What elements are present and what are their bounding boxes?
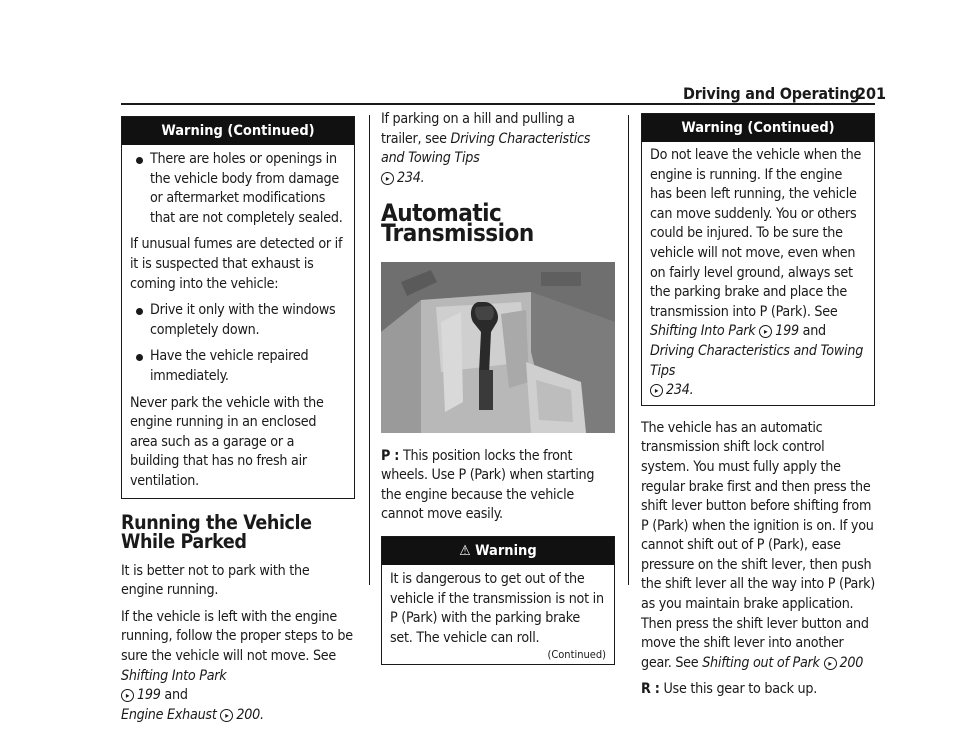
body-paragraph: If the vehicle is left with the engine running, follow the proper steps to be sure the vehicle will not move. See Shifting Into Park ▸ 199 and Engine Exhaust ▸ 200.	[121, 608, 353, 723]
warning-box-continued	[641, 113, 875, 406]
gear-shifter-image	[381, 262, 615, 433]
warning-bullet: Have the vehicle repaired immediately.	[130, 347, 346, 386]
column-1	[121, 116, 355, 732]
bullet-dot-icon	[136, 354, 143, 361]
body-paragraph: The vehicle has an automatic transmission shift lock control system. You must fully apply the regular brake first and then press the shift lever button before shifting from P (Park) when the ignition is on. If you cannot shift out of P (Park), ease pressure on the shift lever, then push the shift lever all the way into P (Park) as you maintain brake application. Then press the shift lever button and move the shift lever into another gear. See Shifting out of Park ▸ 200	[641, 419, 875, 671]
cross-reference-link[interactable]: Shifting out of Park	[702, 654, 820, 671]
column-3	[641, 113, 875, 707]
header-rule	[121, 103, 875, 105]
bullet-dot-icon	[136, 157, 143, 164]
section-heading: Automatic Transmission	[381, 199, 534, 247]
section-heading: Running the Vehicle While Parked	[121, 510, 312, 554]
page-reference[interactable]: 234.	[397, 169, 425, 186]
page-reference-arrow-icon: ▸	[381, 172, 394, 185]
continued-marker: (Continued)	[547, 648, 606, 662]
page-reference-arrow-icon: ▸	[824, 657, 837, 670]
cross-reference-link[interactable]: Driving Characteristics and Towing Tips	[650, 342, 864, 379]
page-reference-arrow-icon: ▸	[121, 689, 134, 702]
page-reference-arrow-icon: ▸	[650, 384, 663, 397]
page-reference[interactable]: 199	[775, 323, 799, 340]
column-divider-1	[369, 115, 370, 585]
page-reference[interactable]: 200.	[236, 706, 264, 723]
body-paragraph: If parking on a hill and pulling a trailer, see Driving Characteristics and Towing Tips ▸ 234.	[381, 111, 591, 186]
warning-bullet: There are holes or openings in the vehicle body from damage or aftermarket modifications that are not completely sealed.	[130, 150, 346, 228]
cross-reference-link[interactable]: Shifting Into Park	[121, 667, 227, 684]
warning-bullet: Drive it only with the windows completely down.	[130, 301, 346, 340]
page-number: 201	[856, 84, 887, 103]
page-reference[interactable]: 234.	[666, 382, 694, 399]
warning-header: Warning (Continued)	[642, 114, 874, 142]
warning-paragraph: Never park the vehicle with the engine running in an enclosed area such as a garage or a building that has no fresh air ventilation.	[130, 394, 324, 489]
warning-triangle-icon: ⚠	[459, 542, 471, 559]
body-paragraph: R : Use this gear to back up.	[641, 681, 818, 698]
gear-label-r: R :	[641, 681, 660, 698]
column-2	[381, 110, 615, 665]
body-paragraph: It is better not to park with the engine running.	[121, 562, 310, 599]
page-reference-arrow-icon: ▸	[220, 709, 233, 722]
cross-reference-link[interactable]: Driving Characteristics and Towing Tips	[381, 130, 591, 167]
bullet-dot-icon	[136, 308, 143, 315]
running-header-title: Driving and Operating	[683, 84, 860, 103]
column-divider-2	[628, 115, 629, 585]
warning-box-continued	[121, 116, 355, 499]
warning-header: ⚠ Warning	[382, 537, 614, 565]
body-paragraph: P : This position locks the front wheels. Use P (Park) when starting the engine because the vehicle cannot move easily.	[381, 447, 595, 523]
page-reference-arrow-icon: ▸	[759, 325, 772, 338]
warning-header: Warning (Continued)	[122, 117, 354, 145]
cross-reference-link[interactable]: Engine Exhaust	[121, 706, 217, 723]
warning-box	[381, 536, 615, 665]
warning-paragraph: Do not leave the vehicle when the engine is running. If the engine has been left running, the vehicle can move suddenly. You or others could be injured. To be sure the vehicle will not move, even when on fairly level ground, always set the parking brake and place the transmission into P (Park). See Shifting Into Park ▸ 199 and Driving Characteristics and Towing Tips ▸ 234.	[650, 147, 864, 399]
cross-reference-link[interactable]: Shifting Into Park	[650, 323, 756, 340]
gear-label-p: P :	[381, 447, 400, 464]
page-reference[interactable]: 199	[137, 687, 161, 704]
warning-paragraph: If unusual fumes are detected or if it is suspected that exhaust is coming into the vehicle:	[130, 236, 343, 292]
shifter-illustration	[381, 262, 615, 433]
page-reference[interactable]: 200	[839, 654, 864, 671]
warning-paragraph: It is dangerous to get out of the vehicle if the transmission is not in P (Park) with the parking brake set. The vehicle can roll.	[390, 570, 604, 646]
